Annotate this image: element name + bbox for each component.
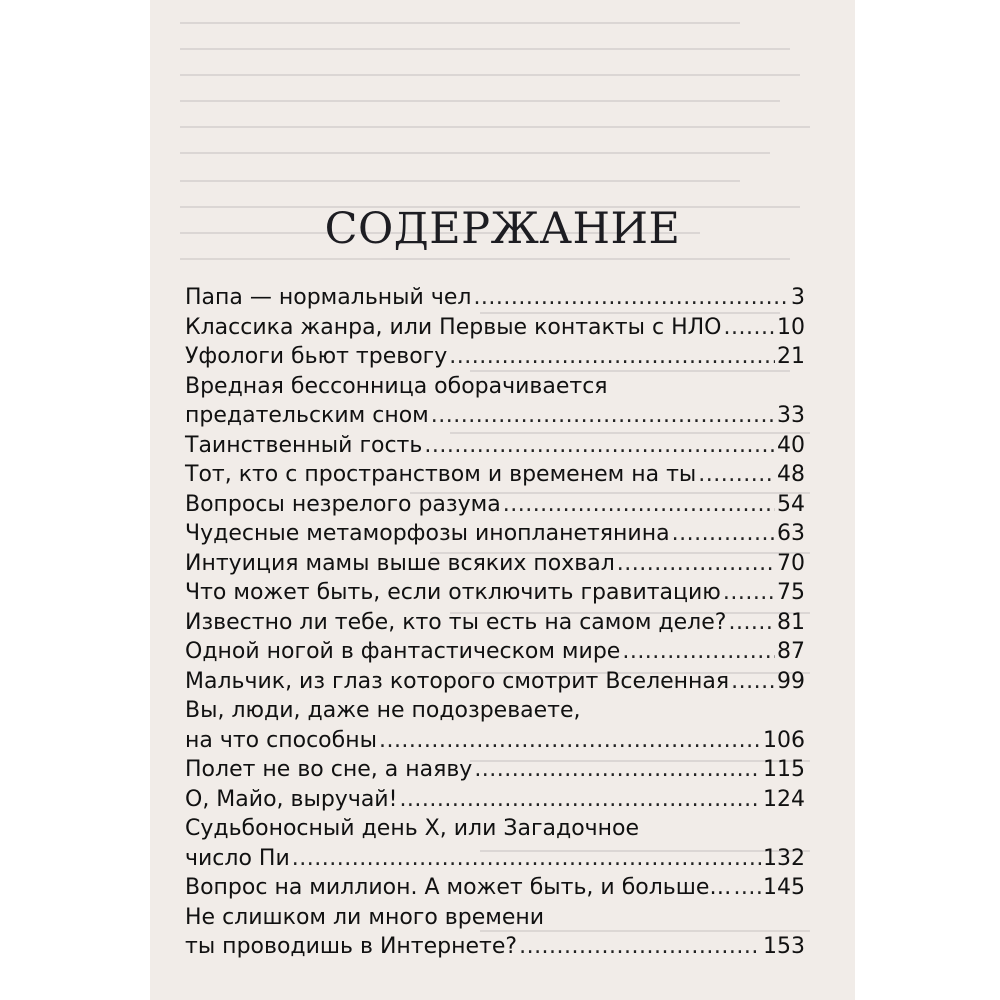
toc-entry — [185, 785, 805, 815]
toc-entry-title-line: Тот, кто с пространством и временем на ты — [185, 462, 697, 487]
toc-entry-title-line: Интуиция мамы выше всяких похвал — [185, 550, 615, 576]
toc-entry-row — [185, 932, 805, 962]
toc-entry — [185, 283, 805, 313]
toc-page-number: 132 — [763, 845, 805, 871]
dot-leader — [474, 755, 761, 785]
toc-entry-row — [185, 578, 805, 608]
toc-page-number: 153 — [763, 934, 805, 959]
dot-leader — [424, 431, 775, 461]
toc-page-number: 21 — [777, 344, 805, 369]
dot-leader — [731, 667, 775, 697]
toc-entry-title-line: Вопросы незрелого разума — [185, 491, 501, 517]
toc-page-number: 145 — [763, 875, 805, 900]
toc-entry — [185, 460, 805, 490]
toc-entry-row — [185, 726, 805, 756]
toc-page-number: 10 — [777, 314, 805, 340]
toc-entry-title-line: ты проводишь в Интернете? — [185, 934, 518, 959]
toc-page-number: 40 — [777, 432, 805, 458]
toc-entry-title-line: Мальчик, из глаз которого смотрит Вселенная — [185, 668, 730, 694]
toc-entry-title-line: Вы, люди, даже не подозреваете, — [185, 698, 581, 723]
toc-entry-title-line: число Пи — [185, 845, 290, 871]
toc-entry-title-line: Чудесные метаморфозы инопланетянина — [185, 521, 670, 546]
dot-leader — [617, 549, 775, 579]
toc-page-number: 63 — [777, 521, 805, 546]
dot-leader — [698, 460, 775, 490]
toc-entry-row — [185, 549, 805, 579]
toc-entry-title-line: Уфологи бьют тревогу — [185, 344, 448, 369]
toc-entry-title-line: Что может быть, если отключить гравитацию — [185, 580, 721, 605]
toc-entry — [185, 342, 805, 372]
toc-entry — [185, 667, 805, 697]
toc-entry-title-line: Вредная бессонница оборачивается — [185, 373, 608, 399]
toc-entry-row — [185, 608, 805, 638]
dot-leader — [723, 313, 775, 343]
toc-page-number: 81 — [777, 609, 805, 635]
toc-entry-title-line: Полет не во сне, а наяву — [185, 757, 473, 782]
dot-leader — [503, 490, 775, 520]
toc-page-number: 75 — [777, 580, 805, 605]
toc-entry — [185, 313, 805, 343]
dot-leader — [728, 608, 775, 638]
dot-leader — [292, 844, 761, 874]
toc-entry-row — [185, 667, 805, 697]
toc-page-number: 99 — [777, 668, 805, 694]
toc-page-number: 70 — [777, 550, 805, 576]
toc-page-number: 54 — [777, 491, 805, 517]
dot-leader — [622, 637, 775, 667]
toc-entry-title-line: Классика жанра, или Первые контакты с НЛО — [185, 314, 722, 340]
page-title: СОДЕРЖАНИЕ — [324, 204, 681, 254]
toc-entry-row — [185, 460, 805, 490]
toc-entry — [185, 814, 805, 873]
toc-page-number: 87 — [777, 639, 805, 664]
dot-leader — [399, 785, 761, 815]
toc-entry — [185, 431, 805, 461]
toc-entry — [185, 549, 805, 579]
toc-entry — [185, 903, 805, 962]
toc-page-number: 3 — [791, 285, 805, 310]
toc-entry — [185, 637, 805, 667]
toc-entry-title-line: Одной ногой в фантастическом мире — [185, 639, 621, 664]
toc-entry-row — [185, 637, 805, 667]
toc-entry — [185, 490, 805, 520]
toc-page-number: 124 — [763, 786, 805, 812]
toc-entry-title-line: Не слишком ли много времени — [185, 904, 545, 930]
toc-entry — [185, 519, 805, 549]
toc-entry-row — [185, 342, 805, 372]
dot-leader — [449, 342, 775, 372]
toc-page-number: 33 — [777, 403, 805, 428]
dot-leader — [379, 726, 761, 756]
toc-entry-title-line: Папа — нормальный чел — [185, 285, 472, 310]
toc-entry-row — [185, 283, 805, 313]
dot-leader — [431, 401, 775, 431]
table-of-contents — [185, 283, 805, 962]
toc-entry-title-line: предательским сном — [185, 403, 429, 428]
toc-entry — [185, 608, 805, 638]
toc-entry-row — [185, 490, 805, 520]
toc-entry-title-line: на что способны — [185, 727, 377, 753]
toc-entry-row — [185, 785, 805, 815]
toc-entry-title-line: Судьбоносный день Х, или Загадочное — [185, 816, 640, 841]
toc-page-number: 106 — [763, 727, 805, 753]
toc-entry — [185, 578, 805, 608]
toc-entry-title-line: Таинственный гость — [185, 432, 423, 458]
toc-entry-row — [185, 844, 805, 874]
toc-entry-row — [185, 313, 805, 343]
toc-entry — [185, 755, 805, 785]
dot-leader — [723, 578, 775, 608]
toc-entry — [185, 696, 805, 755]
toc-entry-row — [185, 431, 805, 461]
toc-entry-row — [185, 519, 805, 549]
book-page — [150, 0, 855, 1000]
toc-entry-row — [185, 755, 805, 785]
dot-leader — [519, 932, 761, 962]
dot-leader — [733, 873, 761, 903]
toc-entry-row — [185, 873, 805, 903]
toc-entry-row — [185, 401, 805, 431]
dot-leader — [473, 283, 789, 313]
toc-page-number: 48 — [777, 462, 805, 487]
toc-entry-title-line: Известно ли тебе, кто ты есть на самом деле? — [185, 609, 727, 635]
toc-page-number: 115 — [763, 757, 805, 782]
dot-leader — [672, 519, 775, 549]
toc-entry — [185, 372, 805, 431]
toc-entry-title-line: О, Майо, выручай! — [185, 786, 398, 812]
toc-entry-title-line: Вопрос на миллион. А может быть, и больше… — [185, 875, 732, 900]
toc-entry — [185, 873, 805, 903]
